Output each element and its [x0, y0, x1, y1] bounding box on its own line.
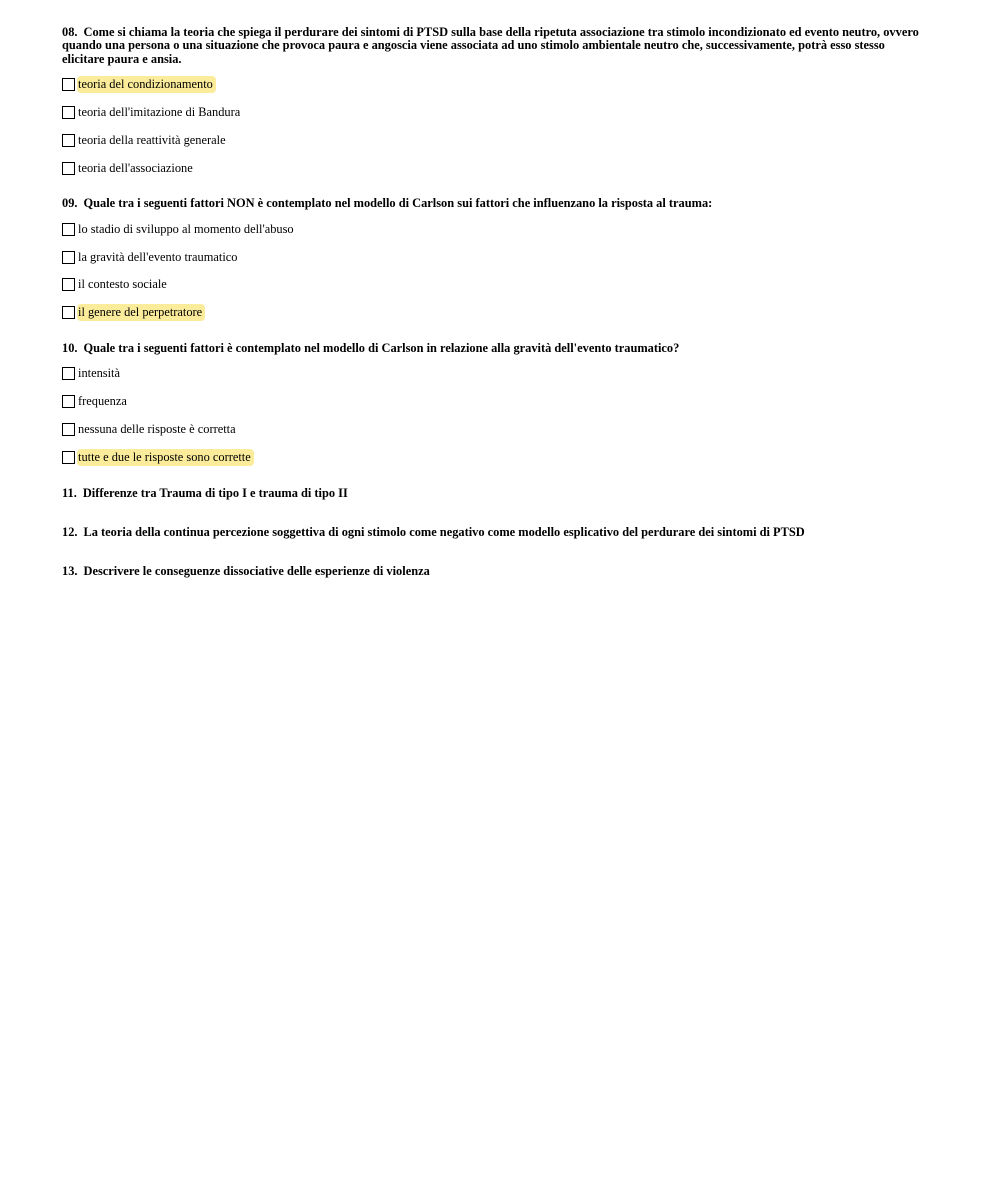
option-label: frequenza	[78, 394, 127, 409]
question-09	[62, 197, 922, 321]
answer-checkbox[interactable]	[62, 306, 75, 319]
question-12	[62, 526, 922, 539]
answer-checkbox[interactable]	[62, 134, 75, 147]
question-text: Come si chiama la teoria che spiega il perdurare dei sintomi di PTSD sulla base della ripetuta associazione tra stimolo incondizionato ed evento neutro, ovvero quando una persona o una situazione che provoca paura e angoscia viene associata ad uno stimolo ambientale neutro che, successivamente, potrà esso stesso elicitare paura e ansia.	[62, 25, 919, 66]
option-item[interactable]	[62, 132, 922, 149]
option-label: tutte e due le risposte sono corrette	[77, 449, 254, 466]
option-item[interactable]	[62, 76, 922, 93]
question-number: 08.	[62, 25, 78, 39]
question-number: 13.	[62, 564, 78, 579]
answer-checkbox[interactable]	[62, 78, 75, 91]
option-label: intensità	[78, 366, 120, 381]
question-text: Descrivere le conseguenze dissociative delle esperienze di violenza	[83, 564, 430, 579]
option-label: lo stadio di sviluppo al momento dell'abuso	[78, 221, 294, 236]
option-label: teoria del condizionamento	[77, 76, 216, 93]
answer-checkbox[interactable]	[62, 367, 75, 380]
question-text: La teoria della continua percezione soggettiva di ogni stimolo come negativo come modello esplicativo del perdurare dei sintomi di PTSD	[83, 525, 805, 539]
option-item[interactable]	[62, 160, 922, 177]
answer-checkbox[interactable]	[62, 278, 75, 291]
answer-checkbox[interactable]	[62, 395, 75, 408]
question-title	[62, 526, 922, 539]
question-number: 09.	[62, 196, 78, 211]
question-title	[62, 487, 922, 500]
options-list	[62, 221, 922, 321]
question-text: Quale tra i seguenti fattori NON è contemplato nel modello di Carlson sui fattori che influenzano la risposta al trauma:	[83, 196, 713, 211]
option-label: il contesto sociale	[78, 277, 167, 292]
option-label: teoria della reattività generale	[78, 132, 226, 147]
answer-checkbox[interactable]	[62, 251, 75, 264]
question-number: 12.	[62, 525, 78, 539]
option-item[interactable]	[62, 104, 922, 121]
question-13	[62, 565, 922, 578]
answer-checkbox[interactable]	[62, 223, 75, 236]
question-title	[62, 342, 922, 355]
question-number: 10.	[62, 341, 78, 355]
question-08	[62, 26, 922, 177]
question-title	[62, 26, 922, 66]
option-item[interactable]	[62, 449, 922, 466]
option-label: nessuna delle risposte è corretta	[78, 422, 236, 436]
answer-checkbox[interactable]	[62, 423, 75, 436]
options-list	[62, 76, 922, 176]
option-item[interactable]	[62, 393, 922, 410]
option-item[interactable]	[62, 221, 922, 238]
question-title	[62, 565, 922, 578]
question-number: 11.	[62, 485, 77, 500]
question-text: Differenze tra Trauma di tipo I e trauma di tipo II	[82, 485, 348, 500]
question-text: Quale tra i seguenti fattori è contemplato nel modello di Carlson in relazione alla gravità dell'evento traumatico?	[83, 341, 680, 355]
document-page	[62, 26, 922, 579]
option-item[interactable]	[62, 421, 922, 438]
answer-checkbox[interactable]	[62, 106, 75, 119]
option-item[interactable]	[62, 304, 922, 321]
question-10	[62, 342, 922, 466]
option-item[interactable]	[62, 276, 922, 293]
option-item[interactable]	[62, 249, 922, 266]
question-title	[62, 197, 922, 210]
option-label: teoria dell'imitazione di Bandura	[78, 105, 241, 120]
option-label: il genere del perpetratore	[77, 304, 205, 321]
answer-checkbox[interactable]	[62, 162, 75, 175]
option-label: teoria dell'associazione	[78, 160, 193, 175]
answer-checkbox[interactable]	[62, 451, 75, 464]
option-item[interactable]	[62, 365, 922, 382]
options-list	[62, 365, 922, 465]
question-11	[62, 487, 922, 500]
option-label: la gravità dell'evento traumatico	[78, 249, 238, 264]
